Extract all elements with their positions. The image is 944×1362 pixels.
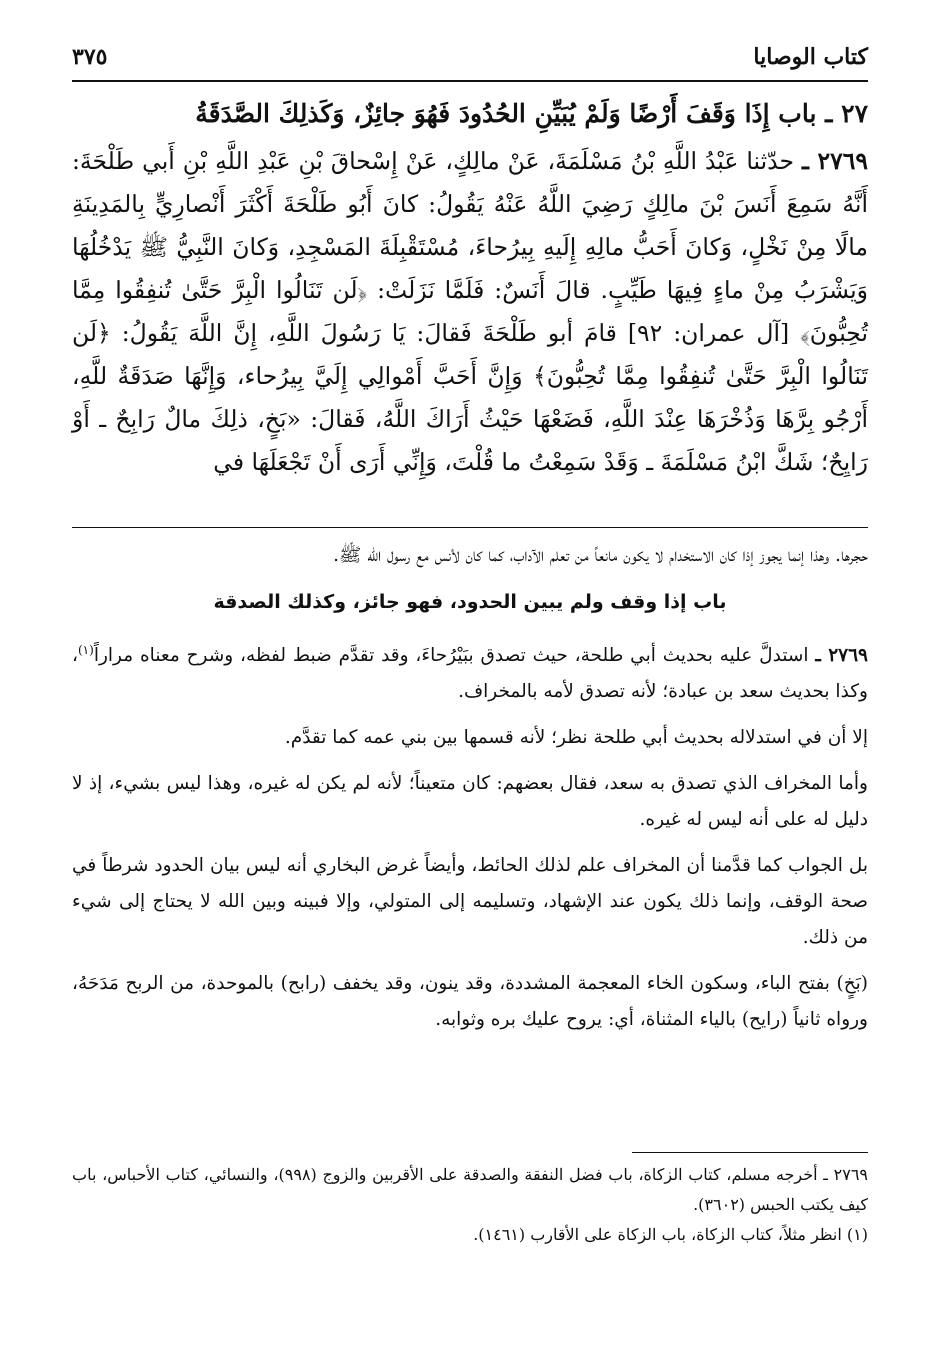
- footnote-2: (١) انظر مثلاً، كتاب الزكاة، باب الزكاة على الأقارب (١٤٦١).: [473, 1225, 868, 1244]
- hadith-number: ٢٧٦٩ ـ: [801, 147, 868, 175]
- hadith-text-block: [72, 140, 868, 484]
- commentary-text: استدلَّ عليه بحديث أبي طلحة، حيث تصدق ببَيْرُحاءَ، وقد تقدَّم ضبط لفظه، وشرح معناه مراراً: [93, 645, 809, 667]
- divider: [72, 527, 868, 528]
- footnotes: [72, 1160, 868, 1250]
- book-title: كتاب الوصايا: [753, 44, 868, 70]
- running-header: [72, 34, 868, 82]
- page-number: ٣٧٥: [72, 44, 108, 70]
- commentary-paragraph-4: بل الجواب كما قدَّمنا أن المخراف علم لذلك الحائط، وأيضاً غرض البخاري أنه ليس بيان الحدود شرطاً في صحة الوقف، وإنما ذلك يكون عند الإشهاد، وتسليمه إلى المتولي، وإلا فبينه وبين الله لا يحتاج إلى شيء من ذلك.: [72, 855, 868, 949]
- commentary: [72, 538, 868, 1048]
- footnote-divider: [632, 1152, 868, 1153]
- chapter-heading: ٢٧ ـ باب إِذَا وَقَفَ أَرْضًا وَلَمْ يُبَيِّنِ الحُدُودَ فَهُوَ جائِزٌ، وَكَذلِكَ الصَّدَقَةُ: [195, 99, 868, 128]
- commentary-paragraph-1: [72, 632, 868, 710]
- hadith-text: حدّثنا عَبْدُ اللَّهِ بْنُ مَسْلَمَةَ، عَنْ مالِكٍ، عَنْ إِسْحاقَ بْنِ عَبْدِ اللَّهِ بْنِ أَبي طَلْحَةَ: أَنَّهُ سَمِعَ أَنَسَ بْنَ مالِكٍ رَضِيَ اللَّهُ عَنْهُ يَقُولُ: كانَ أَبُو طَلْحَةَ أَكْثَرَ أَنْصارِيٍّ بِالمَدِينَةِ مالًا مِنْ نَخْلٍ، وَكانَ أَحَبُّ مالِهِ إِلَيهِ بِيرُحاءَ، مُسْتَقْبِلَةَ المَسْجِدِ، وَكانَ النَّبِيُّ ﷺ يَدْخُلُهَا وَيَشْرَبُ مِنْ ماءٍ فِيهَا طَيِّبٍ. قالَ أَنَسٌ: فَلَمَّا نَزَلَتْ: ﴿لَن تَنَالُوا الْبِرَّ حَتَّىٰ تُنفِقُوا مِمَّا تُحِبُّونَ﴾ [آل عمران: ٩٢] قامَ أبو طَلْحَةَ فَقالَ: يَا رَسُولَ اللَّهِ، إِنَّ اللَّهَ يَقُولُ: ﴿لَن تَنَالُوا الْبِرَّ حَتَّىٰ تُنفِقُوا مِمَّا تُحِبُّونَ﴾ وَإِنَّ أَحَبَّ أَمْوالِي إِلَيَّ بِيرُحاء، وَإِنَّهَا صَدَقَةٌ للَّهِ، أَرْجُو بِرَّهَا وَذُخْرَهَا عِنْدَ اللَّهِ، فَضَعْهَا حَيْثُ أَرَاكَ اللَّهُ، فَقالَ: «بَخٍ، ذلِكَ مالٌ رَابِحٌ ـ أَوْ رَايِحٌ؛ شَكَّ ابْنُ مَسْلَمَةَ ـ وَقَدْ سَمِعْتُ ما قُلْتَ، وَإِنِّي أَرَى أَنْ تَجْعَلَهَا في: [72, 147, 868, 476]
- commentary-paragraph-5: (بَخٍ) بفتح الباء، وسكون الخاء المعجمة المشددة، وقد ينون، وقد يخفف (رابح) بالموحدة، من الربح مَدَحَهُ، ورواه ثانياً (رايح) بالياء المثناة، أي: يروح عليك بره وثوابه.: [72, 973, 868, 1031]
- commentary-heading: باب إذا وقف ولم يبين الحدود، فهو جائز، وكذلك الصدقة: [213, 591, 727, 613]
- commentary-paragraph-2: إلا أن في استدلاله بحديث أبي طلحة نظر؛ لأنه قسمها بين بني عمه كما تقدَّم.: [284, 727, 868, 749]
- footnote-marker: (١): [77, 643, 94, 657]
- commentary-paragraph-3: وأما المخراف الذي تصدق به سعد، فقال بعضهم: كان متعيناً؛ لأنه لم يكن له غيره، وهذا ليس بشيء، إذ لا دليل له على أنه ليس له غيره.: [72, 773, 868, 831]
- hadith-matn: [72, 92, 868, 484]
- commentary-text-end: ، وكذا بحديث سعد بن عبادة؛ لأنه تصدق لأمه بالمخراف.: [72, 645, 868, 703]
- commentary-continuation: حجرها. وهذا إنما يجوز إذا كان الاستخدام لا يكون مانعاً من تعلم الآداب، كما كان لأنس مع رسول الله ﷺ.: [333, 545, 868, 566]
- commentary-hadith-number: ٢٧٦٩ ـ: [815, 645, 868, 667]
- footnote-1: ٢٧٦٩ ـ أخرجه مسلم، كتاب الزكاة، باب فضل النفقة والصدقة على الأقربين والزوج (٩٩٨)، والنسائي، كتاب الأحباس، باب كيف يكتب الحبس (٣٦٠٢).: [72, 1165, 869, 1214]
